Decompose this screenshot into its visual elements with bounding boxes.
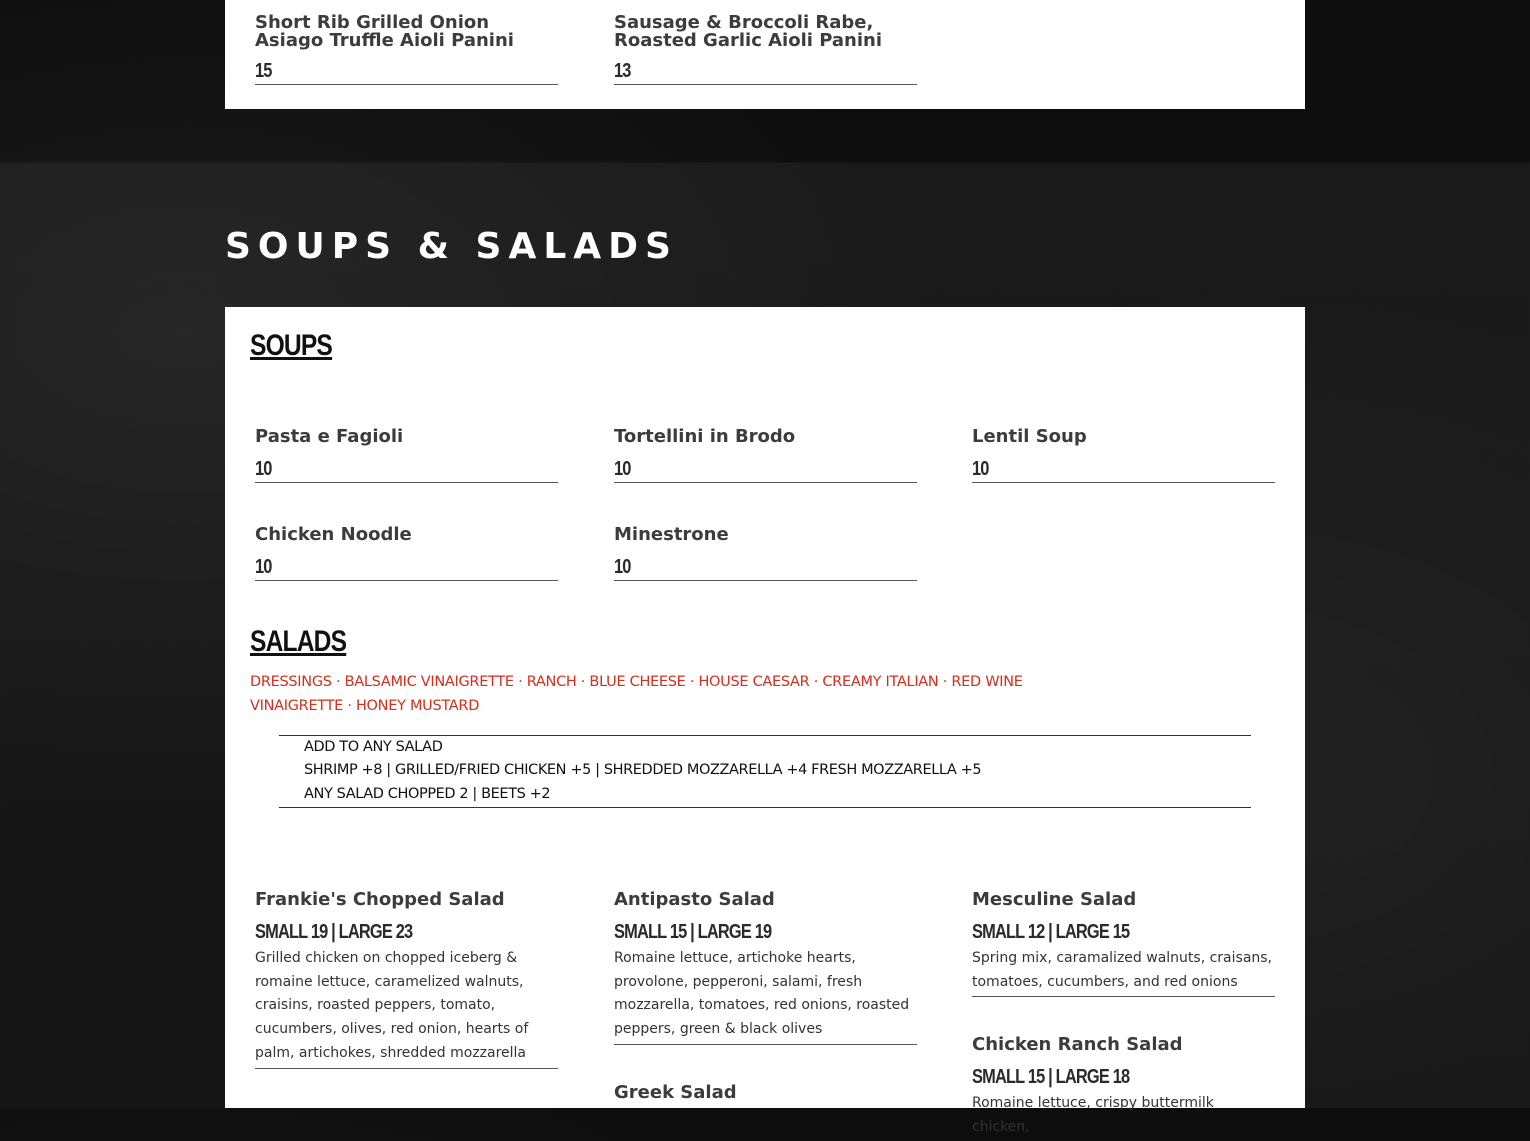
item-name: Frankie's Chopped Salad xyxy=(255,889,505,910)
item-price: 10 xyxy=(255,556,272,578)
item-name: Pasta e Fagioli xyxy=(255,426,404,447)
item-price: 15 xyxy=(255,60,272,82)
menu-item xyxy=(972,1036,1275,1141)
item-name: Sausage & Broccoli Rabe, Roasted Garlic Aioli Panini xyxy=(614,12,883,51)
menu-item xyxy=(614,1084,917,1102)
salads-heading: SALADS xyxy=(250,625,347,658)
section-title: SOUPS & SALADS xyxy=(225,226,678,267)
item-name: Greek Salad xyxy=(614,1082,737,1103)
item-description: Romaine lettuce, crispy buttermilk chicken, xyxy=(972,1095,1214,1135)
menu-item xyxy=(255,891,558,1069)
panini-card xyxy=(225,0,1305,109)
item-description: Romaine lettuce, artichoke hearts, provolone, pepperoni, salami, fresh mozzarella, tomatoes, red onions, roasted peppers, green & black olives xyxy=(614,950,910,1038)
item-price: 10 xyxy=(972,458,989,480)
item-name: Short Rib Grilled Onion Asiago Truffle Aioli Panini xyxy=(255,12,514,51)
item-name: Chicken Noodle xyxy=(255,524,412,545)
dressings-list: DRESSINGS · BALSAMIC VINAIGRETTE · RANCH · BLUE CHEESE · HOUSE CAESAR · CREAMY ITALIAN · RED WINE VINAIGRETTE · HONEY MUSTARD xyxy=(250,674,1023,714)
item-price: SMALL 15 | LARGE 19 xyxy=(614,921,772,943)
item-price: 13 xyxy=(614,60,631,82)
item-name: Chicken Ranch Salad xyxy=(972,1034,1183,1055)
item-name: Minestrone xyxy=(614,524,729,545)
menu-item xyxy=(255,526,558,581)
menu-item xyxy=(614,428,917,483)
item-name: Tortellini in Brodo xyxy=(614,426,796,447)
menu-item xyxy=(614,891,917,1045)
item-price: SMALL 12 | LARGE 15 xyxy=(972,921,1130,943)
item-price: 10 xyxy=(614,458,631,480)
soups-heading: SOUPS xyxy=(250,329,333,362)
addon-box xyxy=(279,735,1251,808)
item-description: Grilled chicken on chopped iceberg & romaine lettuce, caramelized walnuts, craisins, roasted peppers, tomato, cucumbers, olives, red onion, hearts of palm, artichokes, shredded mozzarella xyxy=(255,950,529,1061)
item-name: Lentil Soup xyxy=(972,426,1087,447)
item-name: Antipasto Salad xyxy=(614,889,775,910)
menu-item xyxy=(255,14,558,85)
item-price: 10 xyxy=(255,458,272,480)
item-price: SMALL 15 | LARGE 18 xyxy=(972,1066,1130,1088)
addon-title: ADD TO ANY SALAD xyxy=(304,739,443,755)
menu-item xyxy=(972,891,1275,997)
menu-item xyxy=(972,428,1275,483)
item-price: 10 xyxy=(614,556,631,578)
item-name: Mesculine Salad xyxy=(972,889,1137,910)
menu-item xyxy=(614,526,917,581)
addon-line: ANY SALAD CHOPPED 2 | BEETS +2 xyxy=(304,786,551,802)
soups-salads-card xyxy=(225,307,1305,1135)
item-description: Spring mix, caramalized walnuts, craisans, tomatoes, cucumbers, and red onions xyxy=(972,950,1273,990)
menu-item xyxy=(255,428,558,483)
menu-item xyxy=(614,14,917,85)
addon-line: SHRIMP +8 | GRILLED/FRIED CHICKEN +5 | SHREDDED MOZZARELLA +4 FRESH MOZZARELLA +5 xyxy=(304,762,982,778)
item-price: SMALL 19 | LARGE 23 xyxy=(255,921,413,943)
